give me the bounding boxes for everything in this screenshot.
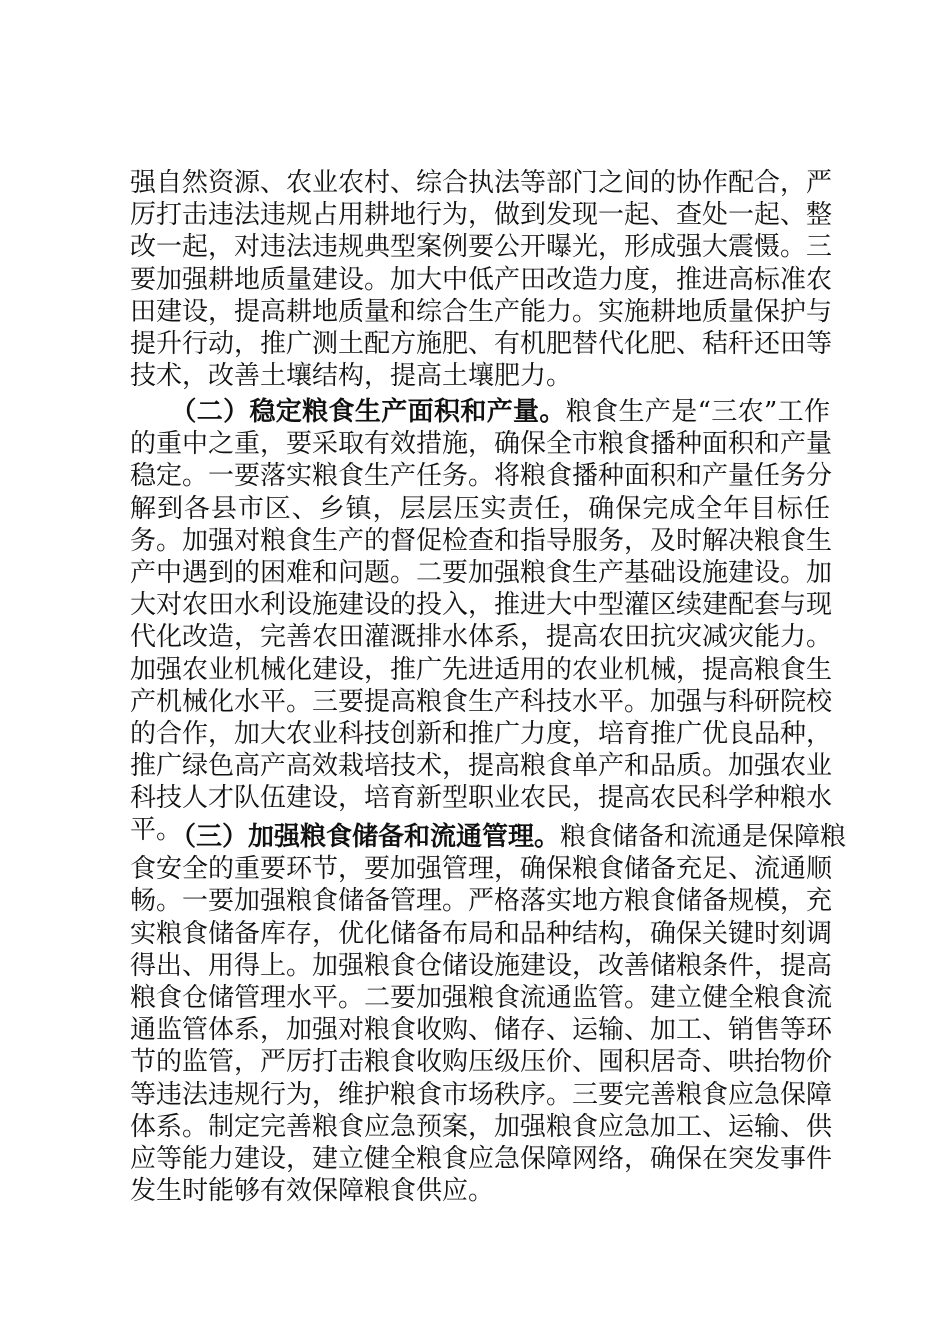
text-line: 平。 bbox=[130, 815, 183, 846]
section-heading: （三）加强粮食储备和流通管理。 bbox=[170, 822, 561, 852]
text-line: 粮食仓储管理水平。二要加强粮食流通监管。建立健全粮食流 bbox=[130, 982, 833, 1013]
text-line: 等违法违规行为，维护粮食市场秩序。三要完善粮食应急保障 bbox=[130, 1079, 833, 1110]
text-line: 的重中之重，要采取有效措施，确保全市粮食播种面积和产量 bbox=[130, 429, 833, 460]
text-line: 产中遇到的困难和问题。二要加强粮食生产基础设施建设。加 bbox=[130, 557, 833, 588]
text-line: 提升行动，推广测土配方施肥、有机肥替代化肥、秸秆还田等 bbox=[130, 328, 833, 359]
paragraph-farmland-protection bbox=[130, 167, 833, 392]
text-line: 实粮食储备库存，优化储备布局和品种结构，确保关键时刻调 bbox=[130, 918, 833, 949]
text-line: 稳定。一要落实粮食生产任务。将粮食播种面积和产量任务分 bbox=[130, 461, 833, 492]
text-line: 大对农田水利设施建设的投入，推进大中型灌区续建配套与现 bbox=[130, 590, 833, 621]
text-line: 务。加强对粮食生产的督促检查和指导服务，及时解决粮食生 bbox=[130, 525, 833, 556]
text-line: 产机械化水平。三要提高粮食生产科技水平。加强与科研院校 bbox=[130, 686, 833, 717]
text-line: 节的监管，严厉打击粮食收购压级压价、囤积居奇、哄抬物价 bbox=[130, 1047, 833, 1078]
text-line: 田建设，提高耕地质量和综合生产能力。实施耕地质量保护与 bbox=[130, 296, 833, 327]
text-line: 食安全的重要环节，要加强管理，确保粮食储备充足、流通顺 bbox=[130, 854, 833, 885]
first-line bbox=[130, 396, 830, 428]
text-segment: 粮食储备和流通是保障粮 bbox=[560, 822, 847, 852]
text-line: 应等能力建设，建立健全粮食应急保障网络，确保在突发事件 bbox=[130, 1143, 833, 1174]
text-segment: 粮食生产是“三农”工作 bbox=[565, 397, 830, 427]
text-line: 科技人才队伍建设，培育新型职业农民，提高农民科学种粮水 bbox=[130, 783, 833, 814]
paragraph-grain-reserve bbox=[130, 821, 847, 1207]
text-line: 畅。一要加强粮食储备管理。严格落实地方粮食储备规模，充 bbox=[130, 886, 833, 917]
text-line: 技术，改善土壤结构，提高土壤肥力。 bbox=[130, 361, 573, 392]
section-heading: （二）稳定粮食生产面积和产量。 bbox=[170, 397, 566, 427]
text-line: 通监管体系，加强对粮食收购、储存、运输、加工、销售等环 bbox=[130, 1015, 833, 1046]
text-line: 要加强耕地质量建设。加大中低产田改造力度，推进高标准农 bbox=[130, 264, 833, 295]
text-line: 厉打击违法违规占用耕地行为，做到发现一起、查处一起、整 bbox=[130, 200, 833, 231]
text-line: 代化改造，完善农田灌溉排水体系，提高农田抗灾减灾能力。 bbox=[130, 622, 833, 653]
text-line: 加强农业机械化建设，推广先进适用的农业机械，提高粮食生 bbox=[130, 654, 833, 685]
text-line: 得出、用得上。加强粮食仓储设施建设，改善储粮条件，提高 bbox=[130, 950, 833, 981]
text-line: 体系。制定完善粮食应急预案，加强粮食应急加工、运输、供 bbox=[130, 1111, 833, 1142]
text-line: 改一起，对违法违规典型案例要公开曝光，形成强大震慑。三 bbox=[130, 232, 833, 263]
text-line: 推广绿色高产高效栽培技术，提高粮食单产和品质。加强农业 bbox=[130, 751, 833, 782]
text-line: 解到各县市区、乡镇，层层压实责任，确保完成全年目标任 bbox=[130, 493, 830, 524]
text-line: 发生时能够有效保障粮食供应。 bbox=[130, 1176, 495, 1207]
paragraph-grain-production bbox=[130, 396, 833, 847]
first-line bbox=[130, 821, 847, 853]
text-line: 的合作，加大农业科技创新和推广力度，培育推广优良品种， bbox=[130, 718, 833, 749]
text-line: 强自然资源、农业农村、综合执法等部门之间的协作配合，严 bbox=[130, 168, 833, 198]
